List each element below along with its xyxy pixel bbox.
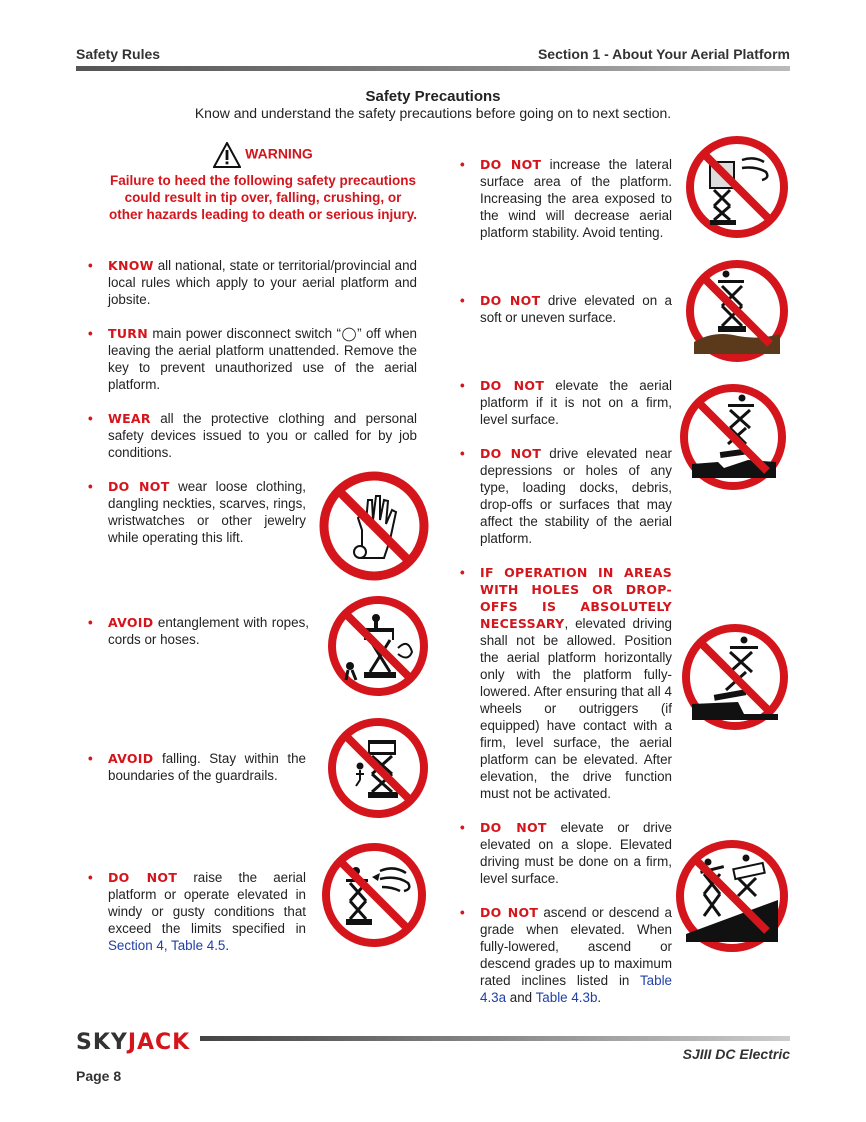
list-item [480,377,672,428]
footer-rule [200,1036,790,1041]
warning-body: Failure to heed the following safety precautions could result in tip over, falling, crushing, or other hazards leading to death or serious injury. [108,173,418,222]
bullet-text: raise the aerial platform or operate elevated in windy or gusty conditions that exceed the limits specified in [108,870,306,936]
bullet-keyword: DO NOT [480,378,545,393]
header-left: Safety Rules [76,46,161,62]
header-rule [76,66,790,71]
bullet-keyword: WEAR [108,411,151,426]
list-item [480,292,672,326]
header-right: Section 1 - About Your Aerial Platform [537,46,790,62]
list-item [108,410,417,461]
no-tenting-icon [684,134,790,240]
no-falling-icon [326,716,430,820]
bullet-mid: and [506,990,536,1005]
bullet-keyword: DO NOT [480,905,539,920]
no-dropoff-icon [680,622,790,732]
list-item [108,869,306,954]
warning-triangle-icon [213,142,241,168]
list-item [480,445,672,547]
bullet-text: drive elevated near depressions or holes of any type, loading docks, debris, drop-offs or surfaces that may affect the stability of the aerial platform. [480,446,672,546]
bullet-text: wear loose clothing, dangling neckties, scarves, rings, wristwatches or other jewelry while operating this lift. [108,479,306,545]
bullet-text: main power disconnect switch “◯” off when leaving the aerial platform unattended. Remove the key to prevent unauthorized use of the aerial platform. [108,326,417,392]
warning-heading [108,142,418,168]
bullet-text: falling. Stay within the boundaries of the guardrails. [108,751,306,783]
logo-part-b: JACK [127,1030,191,1055]
bullet-tail: . [225,938,230,953]
bullet-text: all national, state or territorial/provincial and local rules which apply to your aerial platform and jobsite. [108,258,417,307]
bullet-keyword: DO NOT [480,293,541,308]
bullet-text: increase the lateral surface area of the platform. Increasing the area exposed to the wind will decrease aerial platform stability. Avoid tenting. [480,157,672,240]
bullet-text: elevate the aerial platform if it is not on a firm, level surface. [480,378,672,427]
no-uneven-icon [678,382,788,492]
list-item [108,325,417,393]
skyjack-logo [76,1030,190,1055]
bullet-keyword: TURN [108,326,148,341]
list-item [480,564,672,802]
bullet-text: all the protective clothing and personal safety devices issued to you or called for by job conditions. [108,411,417,460]
section-4-table-4-5-link[interactable]: Section 4, Table 4.5 [108,938,226,953]
no-soft-surface-icon [684,258,790,364]
bullet-text: ascend or descend a grade when elevated. When fully-lowered, ascend or descend grades up to maximum rated inclines listed in [480,905,672,988]
bullet-keyword: AVOID [108,615,154,630]
list-item [108,614,309,648]
no-entanglement-icon [326,594,430,698]
bullet-keyword: DO NOT [480,157,542,172]
table-4-3b-link[interactable]: Table 4.3b [535,990,598,1005]
bullet-text: entanglement with ropes, cords or hoses. [108,615,309,647]
no-jewelry-icon [318,470,430,582]
list-item [108,750,306,784]
page-title: Safety Precautions [365,88,501,105]
no-slope-icon [674,838,790,954]
bullet-keyword: AVOID [108,751,154,766]
bullet-keyword: DO NOT [480,820,547,835]
bullet-keyword: DO NOT [108,870,178,885]
no-wind-icon [320,841,428,949]
product-name: SJIII DC Electric [682,1046,790,1062]
bullet-text: drive elevated on a soft or uneven surface. [480,293,672,325]
bullet-keyword: IF OPERATION IN AREAS WITH HOLES OR DROP-OFFS IS ABSOLUTELY NECESSARY [480,565,672,631]
bullet-text: , elevated driving shall not be allowed. Position the aerial platform horizontally only with the platform fully-lowered. After ensuring that all 4 wheels or outriggers (if equipped) have contact with a firm, level surface, the aerial platform can be elevated. After elevation, the drive function must not be activated. [480,616,672,801]
list-item [480,156,672,241]
page-number: Page 8 [76,1068,122,1084]
bullet-keyword: DO NOT [108,479,170,494]
warning-label: WARNING [245,145,313,162]
list-item [108,257,417,308]
bullet-keyword: DO NOT [480,446,542,461]
list-item [480,904,672,1006]
list-item [108,478,306,546]
list-item [480,819,672,887]
bullet-keyword: KNOW [108,258,154,273]
bullet-tail: . [597,990,602,1005]
page-subtitle: Know and understand the safety precautions before going on to next section. [194,105,672,121]
bullet-text: elevate or drive elevated on a slope. Elevated driving must be done on a firm, level surface. [480,820,672,886]
table-4-3a-link[interactable]: Table 4.3a [480,973,672,1005]
logo-part-a: SKY [76,1030,128,1055]
